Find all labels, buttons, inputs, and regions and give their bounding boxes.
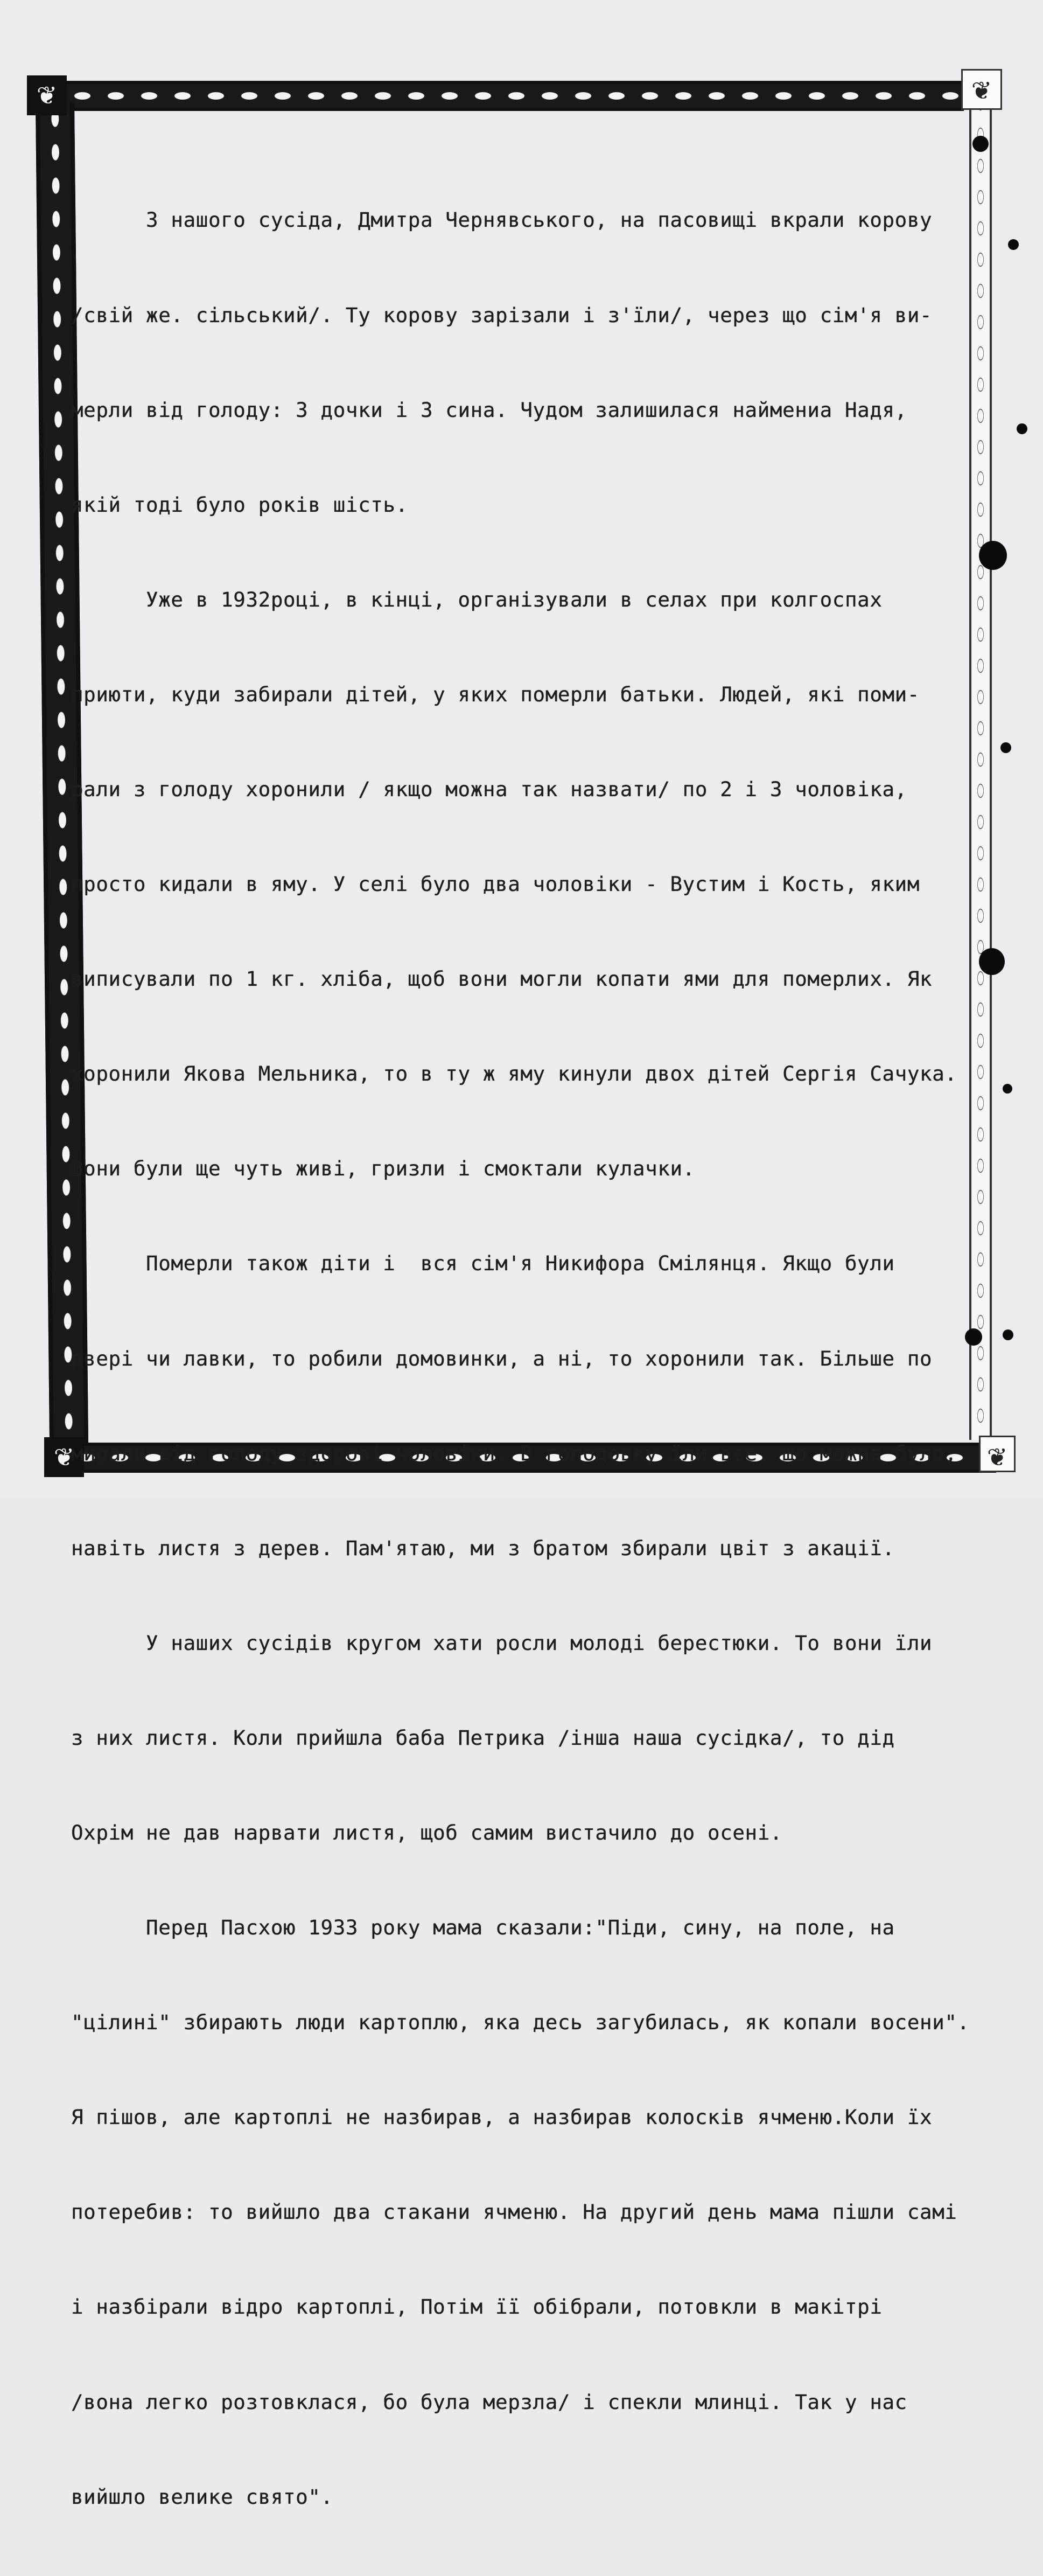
punch-hole (979, 541, 1007, 570)
text-line: Уже в 1932році, в кінці, організували в селах при колгоспах (71, 587, 883, 611)
punch-hole (1003, 1329, 1013, 1340)
punch-hole (979, 948, 1005, 975)
corner-ornament-icon: ❦ (27, 75, 67, 115)
text-line: хоронили Якова Мельника, то в ту ж яму кинули двох дітей Сергія Сачука. (71, 1062, 957, 1086)
text-line: з них листя. Коли прийшла баба Петрика /інша наша сусідка/, то дід (71, 1725, 895, 1750)
text-line: потеребив: то вийшло два стакани ячменю. На другий день мама пішли самі (71, 2200, 957, 2224)
text-line: мерли від голоду: 3 дочки і 3 сина. Чудом залишилася наймениа Надя, (71, 398, 907, 422)
text-line: Охрім не дав нарвати листя, щоб самим вистачило до осені. (71, 1821, 783, 1844)
corner-ornament-icon: ❦ (961, 69, 1002, 110)
punch-hole (1008, 239, 1019, 250)
text-line: якій тоді було років шість. (71, 492, 408, 517)
corner-ornament-icon: ❦ (979, 1436, 1016, 1472)
text-line: двері чи лавки, то робили домовинки, а ні, то хоронили так. Більше по (71, 1346, 933, 1370)
text-line: просто кидали в яму. У селі було два чоловіки - Вустим і Кость, яким (71, 872, 920, 896)
text-line: /свій же. сільський/. Ту корову зарізали і з'їли/, через що сім'я ви- (71, 303, 933, 327)
text-line: мирали від голоду здорові чоловіки. В голодовку їли все, що можна було, (71, 1441, 957, 1465)
text-line: У наших сусідів кругом хати росли молоді берестюки. То вони їли (71, 1631, 933, 1655)
text-line: виписували по 1 кг. хліба, щоб вони могли копати ями для померлих. Як (71, 967, 933, 991)
text-line: приюти, куди забирали дітей, у яких померли батьки. Людей, які поми- (71, 682, 920, 706)
punch-hole (1000, 742, 1011, 753)
decorative-border-top (32, 81, 964, 111)
text-line: "цілині" збирають люди картоплю, яка десь загубилась, як копали восени". (71, 2010, 970, 2035)
text-line: Я пішов, але картоплі не назбирав, а назбирав колосків ячменю.Коли їх (71, 2105, 933, 2129)
punch-hole (1017, 423, 1027, 434)
corner-ornament-icon: ❦ (44, 1437, 84, 1477)
text-line: Перед Пасхою 1933 року мама сказали:"Піди, сину, на поле, на (71, 1916, 895, 1940)
text-line: вийшло велике свято". (71, 2484, 333, 2509)
punch-hole (965, 1328, 982, 1346)
text-line: Померли також діти і вся сім'я Никифора Смілянця. Якщо були (71, 1251, 895, 1276)
text-line: і назбірали відро картоплі, Потім її обібрали, потовкли в макітрі (71, 2295, 883, 2319)
typewritten-testimony (71, 141, 970, 2576)
punch-hole (1003, 1084, 1012, 1094)
text-line: Вони були ще чуть живі, гризли і смоктали кулачки. (71, 1157, 695, 1181)
punch-hole (972, 136, 989, 152)
text-line: З нашого сусіда, Дмитра Чернявського, на пасовищі вкрали корову (71, 208, 933, 232)
text-line: рали з голоду хоронили / якщо можна так назвати/ по 2 і 3 чоловіка, (71, 777, 907, 801)
decorative-border-right (969, 86, 992, 1440)
text-line: навіть листя з дерев. Пам'ятаю, ми з братом збирали цвіт з акації. (71, 1536, 895, 1560)
text-line: /вона легко розтовклася, бо була мерзла/ і спекли млинці. Так у нас (71, 2390, 907, 2414)
